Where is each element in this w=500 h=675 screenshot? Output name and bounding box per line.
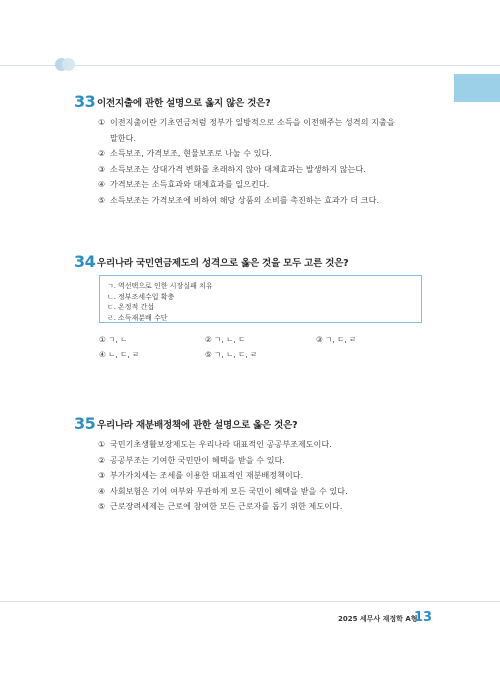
statement-item: [107, 281, 421, 292]
option-4[interactable]: [98, 177, 438, 193]
choice-5[interactable]: ⑤ ㄱ, ㄴ, ㄷ, ㄹ: [205, 350, 258, 359]
option-5[interactable]: [98, 499, 438, 515]
option-list: [98, 115, 438, 208]
option-text: 사회보험은 기여 여부와 무관하게 모든 국민이 혜택을 받을 수 있다.: [110, 486, 348, 496]
option-1[interactable]: [98, 115, 438, 146]
question-number: 33: [74, 92, 96, 111]
option-3[interactable]: [98, 468, 438, 484]
statement-text: 온정적 간섭: [118, 303, 155, 311]
choice-3[interactable]: ③ ㄱ, ㄷ, ㄹ: [316, 335, 357, 344]
option-marker: ⑤: [98, 195, 106, 205]
option-2[interactable]: [98, 146, 438, 162]
option-text-continued: 말한다.: [110, 133, 137, 143]
option-marker: ③: [98, 471, 106, 480]
choice-1[interactable]: ① ㄱ, ㄴ: [99, 335, 128, 344]
option-marker: ④: [98, 180, 106, 189]
question-title: 우리나라 국민연금제도의 성격으로 옳은 것을 모두 고른 것은?: [97, 258, 349, 269]
circle-right: [62, 58, 75, 71]
option-5[interactable]: [98, 193, 438, 209]
option-text: 근로장려세제는 근로에 참여한 모든 근로자를 돕기 위한 제도이다.: [110, 502, 343, 511]
option-4[interactable]: [98, 484, 438, 500]
option-text: 가격보조는 소득효과와 대체효과를 일으킨다.: [110, 180, 270, 189]
option-marker: ③: [98, 164, 106, 174]
statement-text: 역선택으로 인한 시장실패 치유: [118, 282, 213, 290]
statement-item: [107, 302, 421, 313]
option-text: 소득보조는 상대가격 변화를 초래하지 않아 대체효과는 발생하지 않는다.: [110, 164, 366, 174]
option-text: 부가가치세는 조세를 이용한 대표적인 재분배정책이다.: [110, 471, 304, 480]
option-marker: ④: [98, 486, 106, 496]
question-number: 35: [74, 414, 96, 433]
statement-item: [107, 313, 421, 324]
option-marker: ②: [98, 455, 106, 465]
page-number: 13: [414, 610, 433, 625]
question-title: 이전지출에 관한 설명으로 옳지 않은 것은?: [97, 98, 271, 109]
footer-divider: [0, 601, 500, 602]
statement-marker: ㄷ.: [107, 303, 116, 311]
statement-text: 정부조세수입 확충: [118, 292, 175, 301]
option-2[interactable]: [98, 453, 438, 469]
option-marker: ①: [98, 440, 106, 449]
option-text: 공공부조는 기여한 국민만이 혜택을 받을 수 있다.: [110, 455, 286, 465]
option-marker: ⑤: [98, 502, 106, 511]
statement-marker: ㄱ.: [107, 282, 116, 290]
statement-box: [99, 275, 422, 323]
statement-marker: ㄴ.: [107, 292, 116, 301]
header-circles-decoration: [55, 58, 75, 71]
footer-exam-label: 2025 세무사 재정학 A형: [338, 615, 418, 623]
option-text: 소득보조는 가격보조에 비하여 해당 상품의 소비를 촉진하는 효과가 더 크다.: [110, 195, 380, 205]
option-text: 이전지출이란 기초연금처럼 정부가 일방적으로 소득을 이전해주는 성격의 지출을: [110, 118, 395, 127]
question-title: 우리나라 재분배정책에 관한 설명으로 옳은 것은?: [97, 420, 298, 431]
option-text: 국민기초생활보장제도는 우리나라 대표적인 공공부조제도이다.: [110, 440, 332, 449]
option-3[interactable]: [98, 162, 438, 178]
header-divider: [0, 65, 500, 66]
choice-4[interactable]: ④ ㄴ, ㄷ, ㄹ: [99, 350, 140, 359]
choice-2[interactable]: ② ㄱ, ㄴ, ㄷ: [205, 335, 246, 344]
side-section-tab: [454, 74, 500, 102]
question-number: 34: [74, 252, 96, 271]
statement-marker: ㄹ.: [107, 313, 116, 322]
option-marker: ①: [98, 118, 106, 127]
statement-text: 소득재분배 수단: [118, 313, 168, 322]
option-1[interactable]: [98, 437, 438, 453]
option-text: 소득보조, 가격보조, 현물보조로 나눌 수 있다.: [110, 149, 273, 158]
option-list: [98, 437, 438, 515]
option-marker: ②: [98, 149, 106, 158]
statement-item: [107, 292, 421, 303]
